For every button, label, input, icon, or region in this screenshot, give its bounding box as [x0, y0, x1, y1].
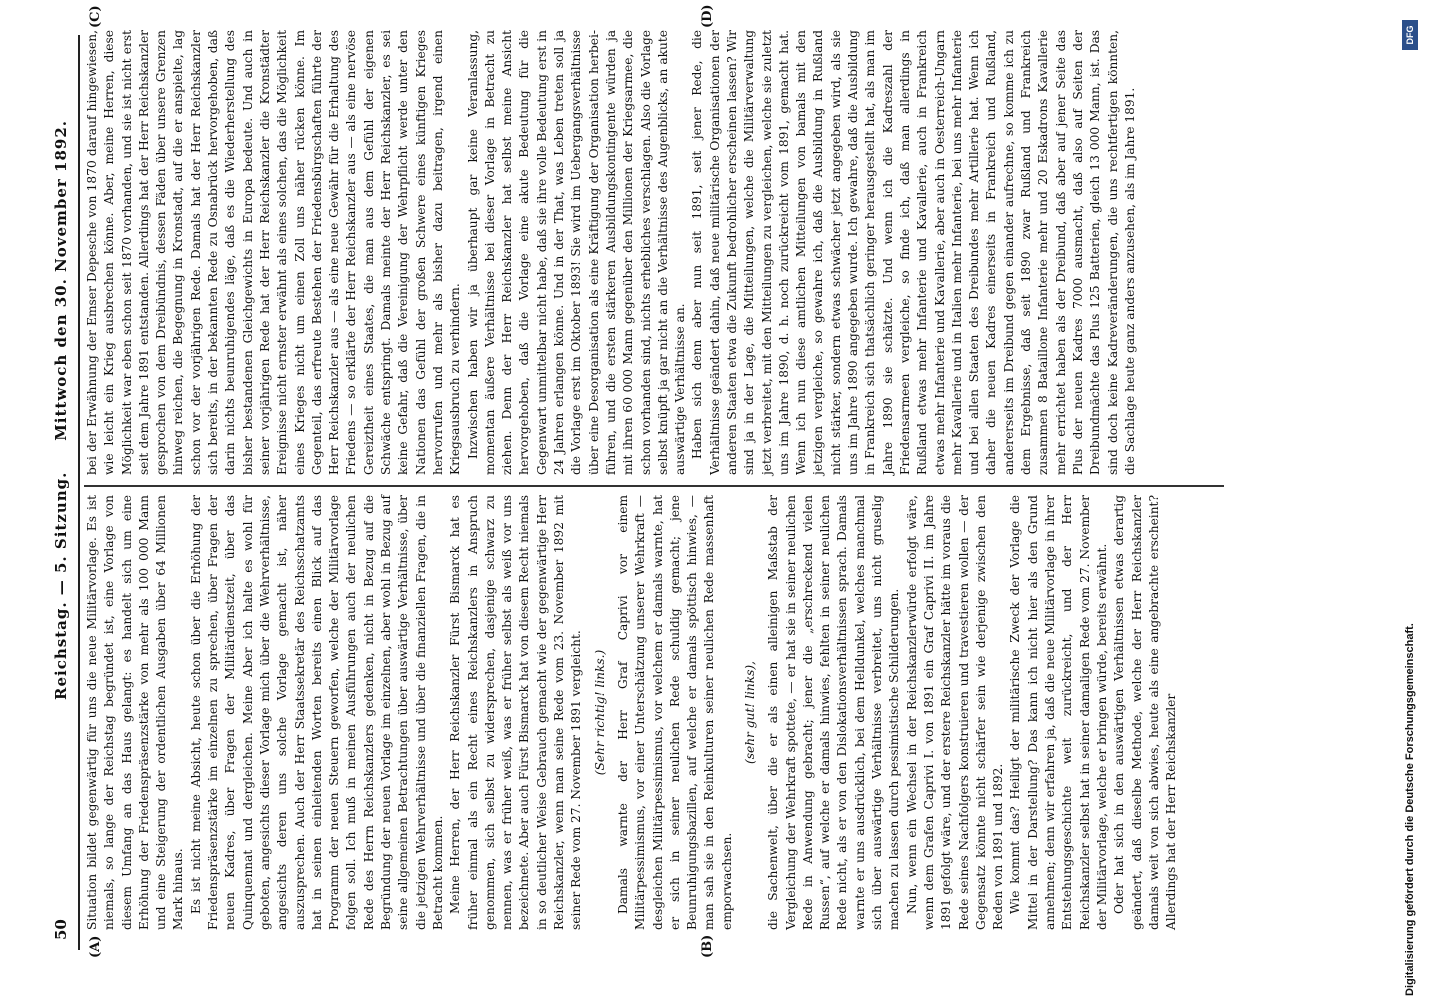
paragraph: Wie kommt das? Heiligt der militärische Zweck der Vorlage die Mittel in der Darstellung? Das kann ich nicht hier als den Grund annehmen; denn wir erfahren ja, daß die neue Militärvorlage in ihrer Entstehungsgeschichte weit zurückreicht, und der Herr Reichskanzler selbst hat in seiner damaligen Rede vom 27. November der Militärvorlage, welche er bringen würde, bereits erwähnt.: [1008, 495, 1109, 930]
paragraph: die Sachenwelt, über die er als einen alleinigen Maßstab der Vergleichung der Wehrkraft spottete, — er hat sie in seiner neulichen Rede in Anwendung gebracht; jener die „erschreckend vielen Russen“, auf welche er damals hinwies, fehlten in seiner neulichen Rede nicht, als er von den Dislokationsverhältnissen sprach. Damals warnte er uns ausdrücklich, bei dem Helldunkel, welches manchmal sich über auswärtige Verhältnisse verbreitet, uns nicht gruselig machen zu lassen durch pessimistische Schilderungen.: [766, 495, 902, 930]
right-column: [84, 30, 1139, 475]
paragraph: Damals warnte der Herr Graf Caprivi vor einem Militärpessimismus, vor einer Unterschätzung unserer Wehrkraft — desgleichen Militärpessimismus, vor welchem er damals warnte, hat er sich in seiner neulichen Rede schuldig gemacht; jene Beunruhigungsbazillen, auf welche er damals spöttisch hinwies, — man sah sie in den Reinkulturen seiner neulichen Rede massenhaft emporwachsen.: [615, 495, 734, 930]
paragraph: Situation bildet gegenwärtig für uns die neue Militärvorlage. Es ist niemals, so lange der Reichstag begründet ist, eine Vorlage von diesem Umfang an das Haus gelangt: es handelt sich um eine Erhöhung der Friedenspräsenzstärke von mehr als 100 000 Mann und eine Steigerung der ordentlichen Ausgaben über 64 Millionen Mark hinaus.: [85, 495, 186, 930]
margin-marker-c: (C): [88, 5, 103, 28]
interjection: (sehr gut! links),: [742, 661, 757, 765]
footer-credit: Digitalisierung gefördert durch die Deutsche Forschungsgemeinschaft.: [1404, 623, 1416, 996]
margin-marker-b: (B): [700, 934, 715, 958]
paragraph: Nun, wenn ein Wechsel in der Reichskanzlerwürde erfolgt wäre, wenn dem Grafen Caprivi I. von 1891 ein Graf Caprivi II. im Jahre 1891 gefolgt wäre, und der erstere Reichskanzler hätte im voraus die Rede seines Nachfolgers konstruieren und travestieren wollen — der Gegensatz könnte nicht schärfer sein wie derjenige zwischen den Reden von 1891 und 1892.: [904, 495, 1006, 930]
margin-marker-d: (D): [700, 4, 715, 28]
paragraph: bei der Erwähnung der Emser Depesche von 1870 darauf hingewiesen, wie leicht ein Krieg ausbrechen könne. Aber, meine Herren, diese Möglichkeit war eben schon seit 1870 vorhanden, und sie ist nicht erst seit dem Jahre 1891 entstanden. Allerdings hat der Herr Reichskanzler gesprochen von dem Dreibündnis, dessen Fäden über unsere Grenzen hinweg reichen, die Begegnung in Kronstadt, auf die er anspielte, lag schon vor der vorjährigen Rede. Damals hat der Herr Reichskanzler sich bereits, in der bekannten Rede zu Osnabrück hervorgehoben, daß darin nichts beunruhigendes läge, daß es die Wiederherstellung des bisher bestandenen Gleichgewichts in Europa bedeute. Und auch in seiner vorjährigen Rede hat der Herr Reichskanzler die Kronstädter Ereignisse nicht ernster erwähnt als eines solchen, das die Möglichkeit eines Krieges nicht um einen Zoll uns näher rücken könne. Im Gegenteil, das erfreute Bestehen der Friedensbürgschaften führte der Herr Reichskanzler aus — als eine neue Gewähr für die Erhaltung des Friedens — so erklärte der Herr Reichskanzler aus — als eine nervöse Gereiztheit eines Staates, die man aus dem Gefühl der eigenen Schwäche entspringt. Damals meinte der Herr Reichskanzler, es sei keine Gefahr, daß die Vereinigung der Wehrpflicht werde unter den Nationen das Gefühl der großen Schwere eines künftigen Krieges hervorrufen und mehr als bisher dazu beitragen, irgend einen Kriegsausbruch zu verhindern.: [85, 30, 463, 475]
paragraph: Oder hat sich in den auswärtigen Verhältnissen etwas derartig geändert, daß dieselbe Methode, welche der Herr Reichskanzler damals weit von sich abwies, heute als eine angebrachte erscheint? Allerdings hat der Herr Reichskanzler: [1112, 495, 1179, 930]
digitization-footer: [1400, 0, 1424, 1000]
session-date: Mittwoch den 30. November 1892.: [52, 120, 70, 441]
header-rule: [78, 35, 80, 950]
page-header: [52, 40, 76, 940]
paragraph: Meine Herren, der Herr Reichskanzler Fürst Bismarck hat es früher einmal als ein Recht eines Reichskanzlers in Anspruch genommen, sich selbst zu widersprechen, dasjenige schwarz zu nennen, was er früher weiß, was er früher selbst als weiß vor uns bezeichnete. Aber auch Fürst Bismarck hat von diesem Recht niemals in so deutlicher Weise Gebrauch gemacht wie der gegenwärtige Herr Reichskanzler, wenn man seine Rede vom 23. November 1892 mit seiner Rede vom 27. November 1891 vergleicht.: [448, 495, 584, 930]
dfg-logo-icon: DFG: [1402, 20, 1418, 50]
page-number: 50: [52, 919, 70, 940]
paragraph: Inzwischen haben wir ja überhaupt gar keine Veranlassung, momentan äußere Verhältnisse bei dieser Vorlage in Betracht zu ziehen. Denn der Herr Reichskanzler hat selbst meine Ansicht hervorgehoben, daß die Vorlage eine akute Bedeutung für die Gegenwart unmittelbar nicht habe, daß sie ihre volle Bedeutung erst in 24 Jahren erlangen könne. Und in der That, was Leben treten soll ja die Vorlage erst im Oktober 1893! Sie wird im Uebergangsverhältnisse über eine Desorganisation als eine Kräftigung der Organisation herbeiführen, und die ersten stärkeren Ausbildungskontingente würden ja mit ihren 60 000 Mann gegenüber den Millionen der Kriegsarmee, die schon vorhanden sind, nichts erhebliches verschlagen. Also die Vorlage selbst knüpft ja gar nicht an die Verhältnisse des Augenblicks, an akute auswärtige Verhältnisse an.: [465, 30, 688, 475]
margin-marker-a: (A): [88, 935, 103, 958]
paragraph: Haben sich denn aber nun seit 1891, seit jener Rede, die Verhältnisse geändert dahin, daß neue militärische Organisationen der anderen Staaten etwa die Zukunft bedrohlicher erscheinen lassen? Wir sind ja in der Lage, die Mitteilungen, welche die Militärverwaltung jetzt verbreitet, mit den Mitteilungen zu vergleichen, welche sie zuletzt uns im Jahre 1890, d. h. noch zurückreicht vom 1891, gemacht hat. Wenn ich nun diese amtlichen Mitteilungen von bamals mit den jetzigen vergleiche, so gewahre ich, daß die Ausbildung in Rußland nicht stärker, sondern etwas schwächer jetzt angegeben wird, als sie uns im Jahre 1890 angegeben wurde. Ich gewahre, daß die Ausbildung in Frankreich sich thatsächlich geringer herausgestellt hat, als man im Jahre 1890 sie schätzte. Und wenn ich die Kadreszahl der Friedensarmeen vergleiche, so finde ich, daß man allerdings in Rußland etwas mehr Infanterie und Kavallerie, auch in Frankreich etwas mehr Infanterie und Kavallerie, aber auch in Oesterreich-Ungarn mehr Kavallerie und in Italien mehr Infanterie, bei uns mehr Infanterie und bei allen Staaten des Dreibundes mehr Artillerie hat. Wenn ich daher die neuen Kadres einerseits in Frankreich und Rußland, andererseits im Dreibund gegen einander aufrechne, so komme ich zu dem Ergebnisse, daß seit 1890 zwar Rußland und Frankreich zusammen 8 Bataillone Infanterie mehr und 20 Eskadrons Kavallerie mehr errichtet haben als der Dreibund, daß aber auf jener Seite das Plus der neuen Kadres 7000 ausmacht, daß also auf Seiten der Dreibundmächte das Plus 125 Batterien, gleich 13 000 Mann, ist. Das sind doch keine Kadreveränderungen, die uns rechtfertigen könnten, die Sachlage heute ganz anders anzusehen, als im Jahre 1891.: [690, 30, 1137, 475]
left-column: [84, 495, 1180, 930]
paragraph: Es ist nicht meine Absicht, heute schon über die Erhöhung der Friedenspräsenzstärke im einzelnen zu sprechen, über Fragen der neuen Kadres, über Fragen der Militärdienstzeit, über das Quinquennat und dergleichen. Meine Aber ich halte es wohl für geboten, angesichts dieser Vorlage mich über die Wehrverhältnisse, angesichts deren uns solche Vorlage gemacht ist, näher auszusprechen. Auch der Herr Staatssekretär des Reichsschatzamts hat in seinen einleitenden Worten bereits einen Blick auf das Programm der neuen Steuern geworfen, welche der Militärvorlage folgen soll. Ich muß in meinen Ausführungen auch der neulichen Rede des Herrn Reichskanzlers gedenken, nicht in Bezug auf die Begründung der neuen Vorlage im einzelnen, aber wohl in Bezug auf seine allgemeinen Betrachtungen über auswärtige Verhältnisse, über die jetzigen Wehrverhältnisse und über die finanziellen Fragen, die in Betracht kommen.: [188, 495, 445, 930]
page-title: Reichstag. — 5. Sitzung.: [52, 471, 70, 700]
column-divider: [84, 485, 1224, 487]
interjection: (Sehr richtig! links.): [592, 649, 607, 776]
